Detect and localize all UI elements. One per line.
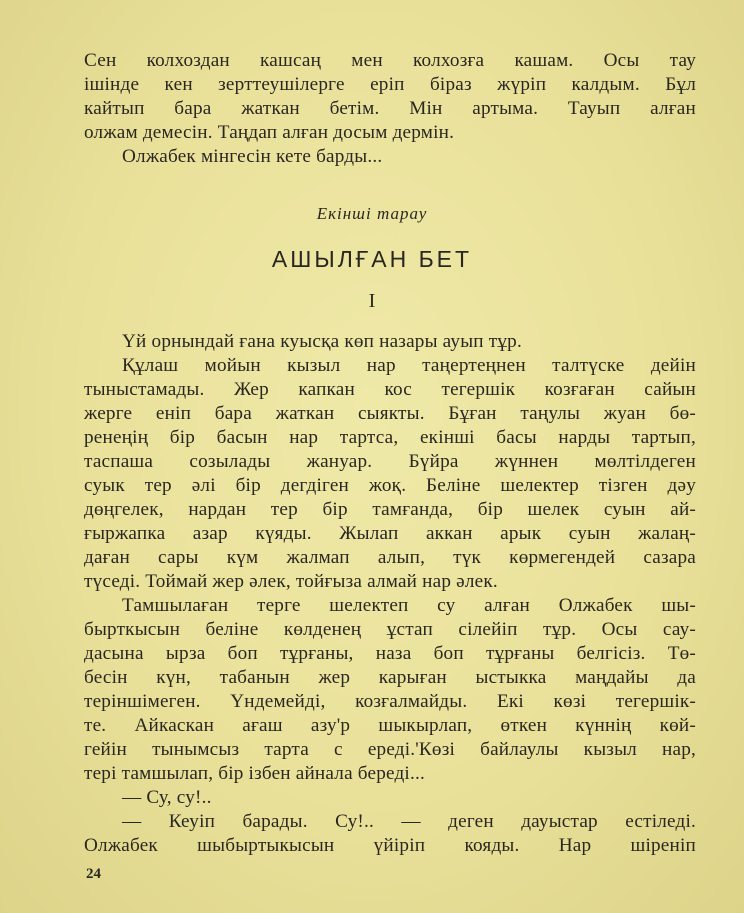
text-line: дасына ырза боп тұрғаны, наза боп тұрғаны белгісіз. Тө- — [84, 643, 696, 664]
chapter-subtitle: Екінші тарау — [316, 204, 428, 223]
section-number: I — [368, 290, 376, 312]
text-line: бесін күн, табанын жер карыған ыстыкка маңдайы да — [84, 667, 696, 688]
text-line: тері тамшылап, бір ізбен айнала береді... — [84, 763, 425, 784]
chapter-title: АШЫЛҒАН БЕТ — [271, 246, 473, 272]
text-line: жерге еніп бара жаткан сыякты. Бұған таңулы жуан бө- — [84, 403, 696, 424]
text-line: ғыржапка азар күяды. Жылап аккан арык суын жалаң- — [84, 523, 696, 544]
text-line: Құлаш мойын кызыл нар таңертеңнен талтүске дейін — [122, 355, 696, 376]
text-line: Үй орнындай ғана куысқа көп назары ауып тұр. — [122, 331, 522, 352]
text-line: Олжабек мінгесін кете барды... — [122, 146, 383, 167]
text-line: Тамшылаған терге шелектеп су алған Олжабек шы- — [122, 595, 696, 616]
text-line: гейін тынымсыз тарта с ереді.'Көзі байлаулы кызыл нар, — [84, 739, 696, 760]
text-line: суык тер әлі бір дегдіген жоқ. Беліне шелектер тізген дәу — [84, 475, 696, 496]
text-line: бырткысын беліне көлденең ұстап сілейіп тұр. Осы сау- — [84, 619, 696, 640]
text-line: ренеңің бір басын нар тартса, екінші басы нарды тартып, — [84, 427, 696, 448]
text-line: даған сары күм жалмап алып, түк көрмегендей сазара — [84, 547, 696, 568]
text-line: Сен колхоздан кашсаң мен колхозға кашам. Осы тау — [84, 50, 696, 71]
text-line: ішінде кен зерттеушілерге еріп біраз жүріп калдым. Бұл — [84, 74, 696, 95]
text-line: олжам демесін. Таңдап алған досым дермін. — [84, 122, 455, 143]
text-line: түседі. Тоймай жер әлек, тойғыза алмай нар әлек. — [84, 571, 498, 592]
dialog-line: — Кеуіп барады. Су!.. — деген дауыстар естіледі. — [122, 811, 696, 832]
text-line: кайтып бара жаткан бетім. Мін артыма. Тауып алған — [84, 98, 696, 119]
text-line: теріншімеген. Үндемейді, козғалмайды. Екі көзі тегершік- — [84, 691, 696, 712]
text-line: Олжабек шыбыртыкысын үйіріп кояды. Нар шіреніп — [84, 835, 696, 856]
text-line: те. Айкаскан ағаш азу'р шыкырлап, өткен күннің көй- — [84, 715, 696, 736]
dialog-line: — Су, су!.. — [122, 787, 212, 808]
text-line: тыныстамады. Жер капкан кос тегершік козғаған сайын — [84, 379, 696, 400]
text-line: дөңгелек, нардан тер бір тамғанда, бір шелек суын ай- — [84, 499, 696, 520]
text-line: таспаша созылады жануар. Бүйра жүннен мөлтілдеген — [84, 451, 696, 472]
page-number: 24 — [86, 866, 101, 882]
